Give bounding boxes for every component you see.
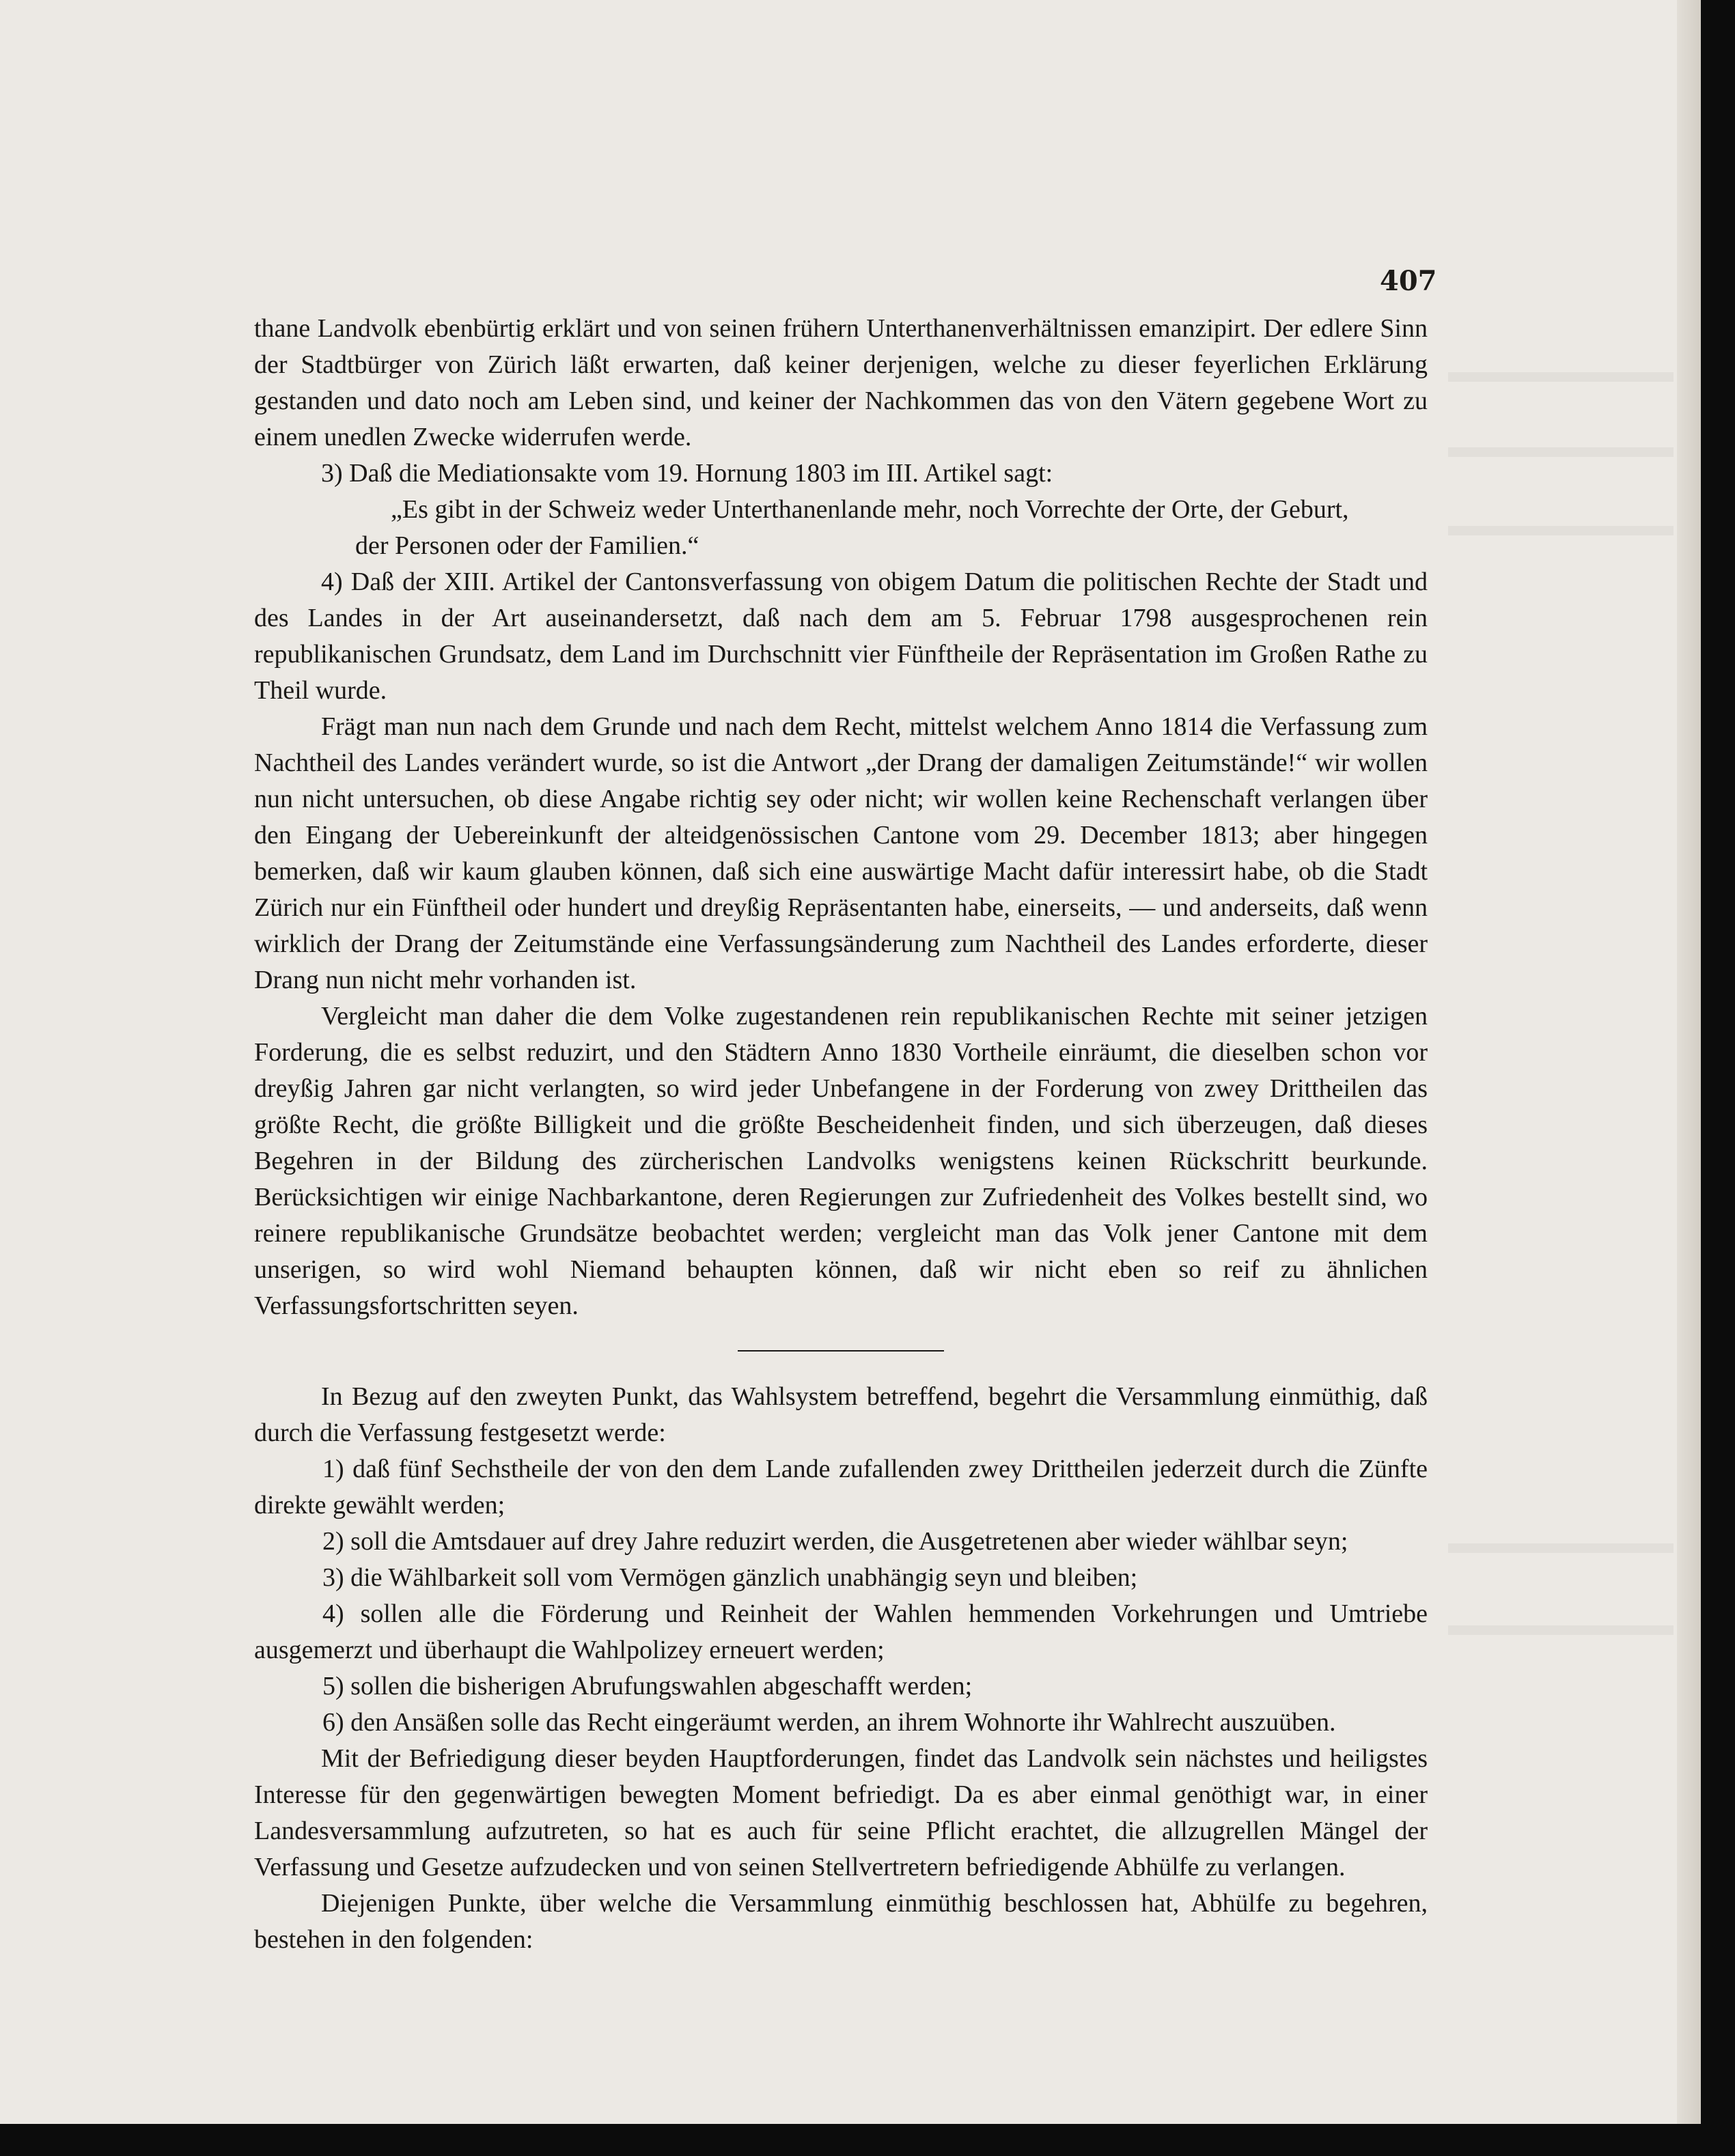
- bleed-through-line: [1448, 1625, 1674, 1635]
- bleed-through-line: [1448, 526, 1674, 535]
- paragraph: Mit der Befriedigung dieser beyden Hauptforderungen, findet das Landvolk sein nächstes und heiligstes Interesse für den gegenwärtigen bewegten Moment befriedigt. Da es aber einmal genöthigt war, in einer Landesversammlung aufzutreten, so hat es auch für seine Pflicht erachtet, die allzugrellen Mängel der Verfassung und Gesetze aufzudecken und von seinen Stellvertretern befriedigende Abhülfe zu verlangen.: [254, 1744, 1428, 1881]
- list-item: 6) den Ansäßen solle das Recht eingeräumt werden, an ihrem Wohnorte ihr Wahlrecht auszuüben.: [322, 1708, 1336, 1737]
- list-item: 4) sollen alle die Förderung und Reinheit der Wahlen hemmenden Vorkehrungen und Umtriebe ausgemerzt und überhaupt die Wahlpolizey erneuert werden;: [254, 1599, 1428, 1664]
- bleed-through-line: [1448, 372, 1674, 382]
- list-item: 1) daß fünf Sechstheile der von den dem Lande zufallenden zwey Drittheilen jederzeit durch die Zünfte direkte gewählt werden;: [254, 1455, 1428, 1520]
- paragraph: Frägt man nun nach dem Grunde und nach dem Recht, mittelst welchem Anno 1814 die Verfassung zum Nachtheil des Landes verändert wurde, so ist die Antwort „der Drang der damaligen Zeitumstände!“ wir wollen nun nicht untersuchen, ob diese Angabe richtig sey oder nicht; wir wollen keine Rechenschaft verlangen über den Eingang der Uebereinkunft der alteidgenössischen Cantone vom 29. December 1813; aber hingegen bemerken, daß wir kaum glauben können, daß sich eine auswärtige Macht dafür interessirt habe, ob die Stadt Zürich nur ein Fünftheil oder hundert und dreyßig Repräsentanten habe, einerseits, — und anderseits, daß wenn wirklich der Drang der Zeitumstände eine Verfassungsänderung zum Nachtheil des Landes erforderte, dieser Drang nun nicht mehr vorhanden ist.: [254, 712, 1428, 994]
- bleed-through-line: [1448, 1543, 1674, 1553]
- paragraph: In Bezug auf den zweyten Punkt, das Wahlsystem betreffend, begehrt die Versammlung einmüthig, daß durch die Verfassung festgesetzt werde:: [254, 1382, 1428, 1447]
- page-edge-shadow: [1677, 0, 1701, 2124]
- paragraph: 4) Daß der XIII. Artikel der Cantonsverfassung von obigem Datum die politischen Rechte der Stadt und des Landes in der Art auseinandersetzt, daß nach dem am 5. Februar 1798 ausgesprochenen rein republikanischen Grundsatz, dem Land im Durchschnitt vier Fünftheile der Repräsentation im Großen Rathe zu Theil wurde.: [254, 568, 1428, 705]
- list-item: 5) sollen die bisherigen Abrufungswahlen abgeschafft werden;: [322, 1672, 973, 1700]
- bleed-through-line: [1448, 447, 1674, 457]
- list-item: 2) soll die Amtsdauer auf drey Jahre reduzirt werden, die Ausgetretenen aber wieder wählbar seyn;: [322, 1527, 1348, 1556]
- quote-line: „Es gibt in der Schweiz weder Unterthanenlande mehr, noch Vorrechte der Orte, der Geburt,: [391, 495, 1349, 524]
- paragraph: thane Landvolk ebenbürtig erklärt und von seinen frühern Unterthanenverhältnissen emanzipirt. Der edlere Sinn der Stadtbürger von Zürich läßt erwarten, daß keiner derjenigen, welche zu dieser feyerlichen Erklärung gestanden und dato noch am Leben sind, und keiner der Nachkommen das von den Vätern gegebene Wort zu einem unedlen Zwecke widerrufen werde.: [254, 314, 1428, 451]
- body-text: [254, 311, 1428, 1958]
- section-divider: [738, 1350, 944, 1352]
- scan-border-right: [1701, 0, 1735, 2156]
- paragraph: Diejenigen Punkte, über welche die Versammlung einmüthig beschlossen hat, Abhülfe zu begehren, bestehen in den folgenden:: [254, 1889, 1428, 1954]
- page-number: 407: [1380, 265, 1437, 297]
- paragraph: 3) Daß die Mediationsakte vom 19. Hornung 1803 im III. Artikel sagt:: [321, 459, 1053, 488]
- paragraph: Vergleicht man daher die dem Volke zugestandenen rein republikanischen Rechte mit seiner jetzigen Forderung, die es selbst reduzirt, und den Städtern Anno 1830 Vortheile einräumt, die dieselben schon vor dreyßig Jahren gar nicht verlangten, so wird jeder Unbefangene in der Forderung von zwey Drittheilen das größte Recht, die größte Billigkeit und die größte Bescheidenheit finden, und sich überzeugen, daß dieses Begehren in der Bildung des zürcherischen Landvolks wenigstens keinen Rückschritt beurkunde. Berücksichtigen wir einige Nachbarkantone, deren Regierungen zur Zufriedenheit des Volkes bestellt sind, wo reinere republikanische Grundsätze beobachtet werden; vergleicht man das Volk jener Cantone mit dem unserigen, so wird wohl Niemand behaupten können, daß wir nicht eben so reif zu ähnlichen Verfassungsfortschritten seyen.: [254, 1002, 1428, 1320]
- list-item: 3) die Wählbarkeit soll vom Vermögen gänzlich unabhängig seyn und bleiben;: [322, 1563, 1138, 1592]
- scan-border-bottom: [0, 2124, 1735, 2156]
- quote-line: der Personen oder der Familien.“: [355, 531, 699, 560]
